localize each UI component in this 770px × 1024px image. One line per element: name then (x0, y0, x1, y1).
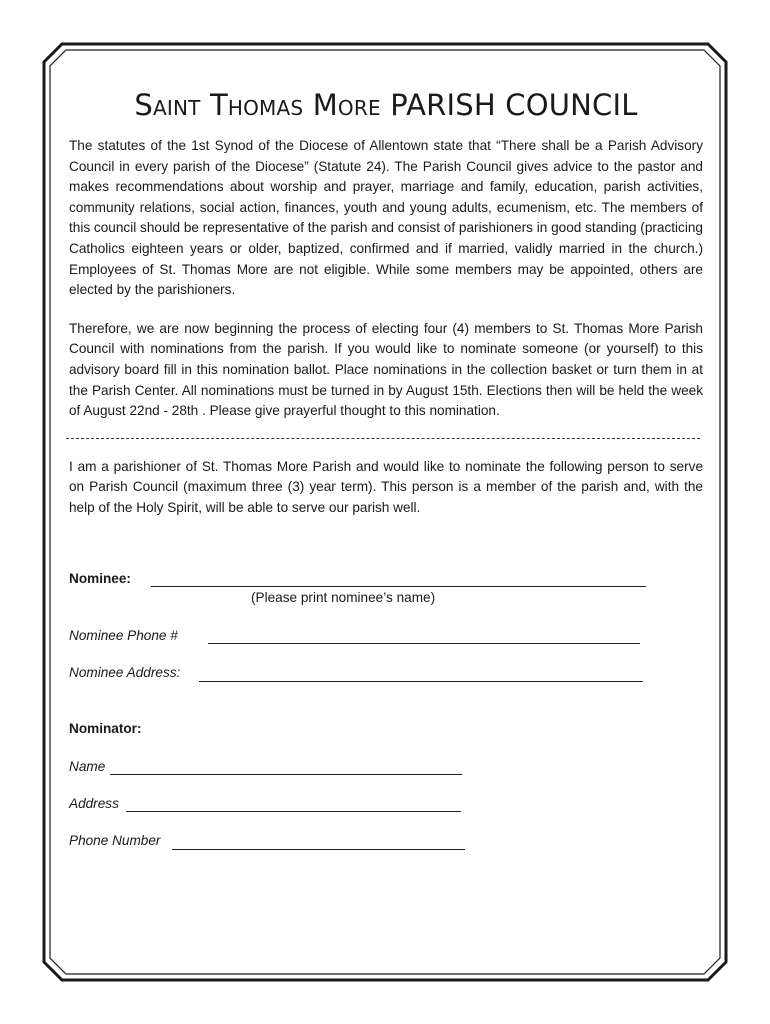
statement-paragraph: I am a parishioner of St. Thomas More Parish and would like to nominate the following person to serve on Parish Council (maximum three (3) year term). This person is a member of the parish and, with the help of the Holy Spirit, will be able to serve our parish well. (69, 458, 703, 515)
nominator-phone-label: Phone Number (69, 833, 161, 848)
nominator-name-label: Name (69, 759, 106, 774)
nominee-address-field[interactable] (199, 681, 643, 682)
intro-paragraph: The statutes of the 1st Synod of the Diocese of Allentown state that “There shall be a Parish Advisory Council in every parish of the Diocese” (Statute 24). The Parish Council gives advice to the pastor and makes recommendations about worship and prayer, marriage and family, education, parish activities, community relations, social action, finances, youth and young adults, ecumenism, etc. The members of this council should be representative of the parish and consist of parishioners in good standing (practicing Catholics eighteen years or older, baptized, confirmed and if married, validly married in the church.) Employees of St. Thomas More are not eligible. While some members may be appointed, others are elected by the parishioners. (69, 138, 703, 298)
nominator-phone-field[interactable] (172, 849, 465, 850)
title-parish-name: Saint Thomas More (134, 88, 381, 122)
nominee-field[interactable] (151, 586, 646, 587)
nominee-label: Nominee: (69, 571, 131, 586)
nominee-address-label: Nominee Address: (69, 665, 181, 680)
nominee-phone-label: Nominee Phone # (69, 628, 178, 643)
process-paragraph: Therefore, we are now beginning the process of electing four (4) members to St. Thomas More Parish Council with nominations from the parish. If you would like to nominate someone (or yourself) to this advisory board fill in this nomination ballot. Place nominations in the collection basket or turn them in at the Parish Center. All nominations must be turned in by August 15th. Elections then will be held the week of August 22nd - 28th . Please give prayerful thought to this nomination. (69, 320, 703, 419)
nominee-hint: (Please print nominee’s name) (251, 590, 436, 605)
nominator-address-field[interactable] (126, 811, 461, 812)
title-council: PARISH COUNCIL (390, 88, 638, 122)
nominator-heading: Nominator: (69, 721, 142, 736)
document-body (69, 84, 703, 519)
page-title (69, 84, 703, 126)
nominee-phone-field[interactable] (208, 643, 640, 644)
cut-line (66, 438, 700, 439)
nominator-address-label: Address (69, 796, 119, 811)
nominator-name-field[interactable] (110, 774, 462, 775)
